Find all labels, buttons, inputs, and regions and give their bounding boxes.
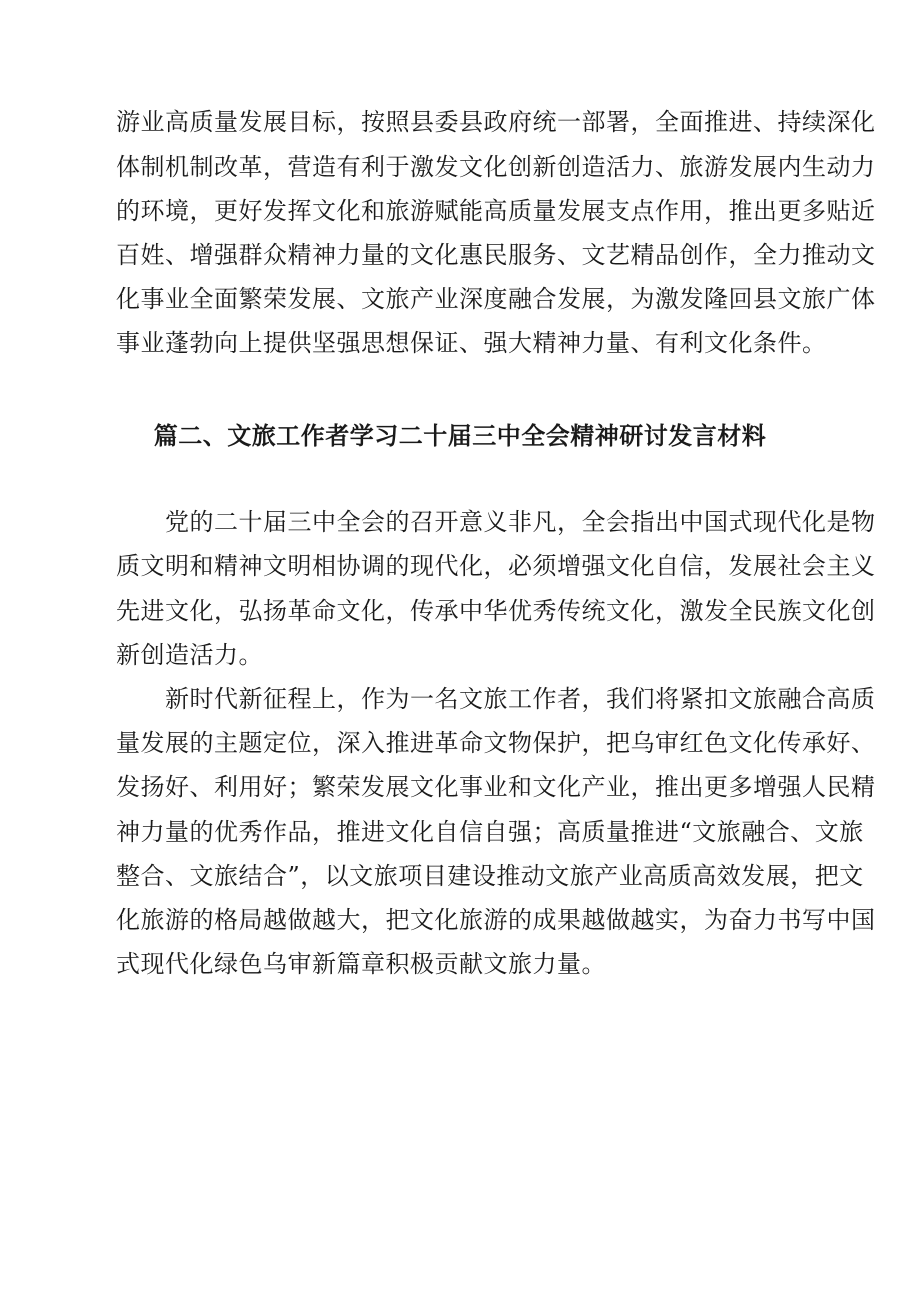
text-line: 式现代化绿色乌审新篇章积极贡献文旅力量。 [116,950,606,978]
text-line: 新时代新征程上，作为一名文旅工作者，我们将紧扣文旅融合高质 [116,685,876,713]
text-line: 党的二十届三中全会的召开意义非凡，全会指出中国式现代化是物 [116,508,876,536]
text-line: 事业蓬勃向上提供坚强思想保证、强大精神力量、有利文化条件。 [116,329,827,357]
section-heading: 篇二、文旅工作者学习二十届三中全会精神研讨发言材料 [153,422,767,450]
text-line: 先进文化，弘扬革命文化，传承中华优秀传统文化，激发全民族文化创 [116,597,876,625]
text-line: 发扬好、利用好；繁荣发展文化事业和文化产业，推出更多增强人民精 [116,773,876,801]
text-line: 百姓、增强群众精神力量的文化惠民服务、文艺精品创作，全力推动文 [116,241,876,269]
text-line: 整合、文旅结合”，以文旅项目建设推动文旅产业高质高效发展，把文 [116,862,864,890]
text-line: 量发展的主题定位，深入推进革命文物保护，把乌审红色文化传承好、 [116,729,876,757]
text-line: 化旅游的格局越做越大，把文化旅游的成果越做越实，为奋力书写中国 [116,906,876,934]
text-line: 质文明和精神文明相协调的现代化，必须增强文化自信，发展社会主义 [116,552,876,580]
text-line: 新创造活力。 [116,641,263,669]
text-line: 的环境，更好发挥文化和旅游赋能高质量发展支点作用，推出更多贴近 [116,197,876,225]
text-line: 游业高质量发展目标，按照县委县政府统一部署，全面推进、持续深化 [116,108,876,136]
text-line: 神力量的优秀作品，推进文化自信自强；高质量推进“文旅融合、文旅 [116,818,864,846]
text-line: 体制机制改革，营造有利于激发文化创新创造活力、旅游发展内生动力 [116,153,876,181]
text-line: 化事业全面繁荣发展、文旅产业深度融合发展，为激发隆回县文旅广体 [116,285,876,313]
